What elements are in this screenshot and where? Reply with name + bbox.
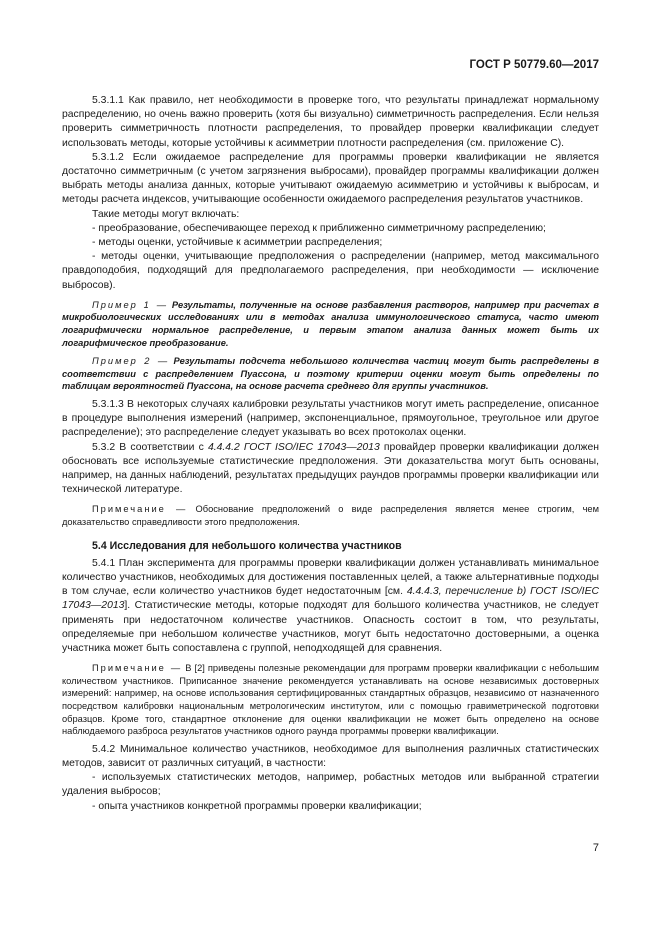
paragraph-5-4-1	[62, 557, 599, 656]
example-2	[62, 355, 599, 393]
text-span: ]. Статистические методы, которые подходят для большого количества участников, не следует применять при недостаточном количестве участников. Опасность состоит в том, что результаты, определяемые при небольшом количестве участников, могут быть недостаточно достоверными, а оценка участника может быть сопоставлена с группой, неподходящей для сравнения.	[62, 600, 599, 655]
paragraph-5-3-1-2: 5.3.1.2 Если ожидаемое распределение для программы проверки квалификации не является достаточно симметричным (с учетом загрязнения выбросами), провайдер программы квалификации должен выбрать методы анализа данных, которые учитывают ожидаемую асимметрию и устойчивы к выбросам, и методы расчета индексов, учитывающие особенности ожидаемого распределения результатов участников.	[62, 151, 599, 206]
example-2-text: Результаты подсчета небольшого количества частиц могут быть распределены в соответствии с распределением Пуассона, и поэтому критерии оценки могут быть определены по таблицам вероятностей Пуассона, на основе расчета среднего для группы участников.	[62, 356, 599, 392]
paragraph-5-3-2	[62, 441, 599, 498]
standard-reference: 4.4.4.2 ГОСТ ISO/IEC 17043—2013	[207, 441, 380, 453]
paragraph-methods-intro: Такие методы могут включать:	[92, 208, 240, 220]
standard-reference: 4.4.4.3, перечисление b) ГОСТ ISO/IEC 17043—2013	[62, 586, 600, 612]
list-item: - опыта участников конкретной программы проверки квалификации;	[92, 800, 422, 812]
paragraph-5-3-1-1: 5.3.1.1 Как правило, нет необходимости в проверке того, что результаты принадлежат нормальному распределению, но очень важно проверить (хотя бы визуально) симметричность распределения. Если нельзя проверить симметричность плотности распределения, то провайдер проверки квалификации следует использовать методы, которые устойчивы к асимметрии плотности распределения (см. приложение С).	[62, 95, 599, 149]
example-1	[62, 299, 599, 349]
example-2-label: Пример 2 —	[92, 356, 170, 367]
text-span: 5.3.2 В соответствии с	[92, 441, 208, 453]
text-span: провайдер проверки квалификации должен обосновать все используемые статистические предположения. Эти доказательства могут быть основаны, например, на данных наблюдений, результатах предыдущих раундов программы проверки квалификации или технической литературе.	[62, 441, 599, 496]
note-1-text: Обоснование предположений о виде распределения является менее строгим, чем доказательство справедливости этого предположения.	[62, 504, 599, 528]
note-2	[62, 662, 599, 738]
section-title: 5.4 Исследования для небольшого количества участников	[92, 539, 402, 552]
page-content	[62, 94, 599, 814]
list-item: - используемых статистических методов, например, робастных методов или выбранной стратегии удаления выбросов;	[62, 772, 599, 798]
paragraph-5-4-2: 5.4.2 Минимальное количество участников, необходимое для выполнения различных статистических методов, зависит от различных ситуаций, в частности:	[62, 743, 599, 769]
text-span: 5.4.1 План эксперимента для программы проверки квалификации должен устанавливать минимальное количество участников, необходимых для достижения поставленных целей, а также альтернативные подходы в том случае, если количество участников будет недостаточным [см.	[62, 557, 599, 598]
document-header: ГОСТ Р 50779.60—2017	[469, 59, 599, 71]
example-1-label: Пример 1 —	[92, 299, 168, 310]
note-1-label: Примечание —	[92, 504, 188, 515]
note-2-text: В [2] приведены полезные рекомендации для программ проверки квалификации с небольшим количеством участников. Приписанное значение рекомендуется устанавливать на основе независимых достоверных измерений: например, на основе использования сертифицированных стандартных образцов, независимо от назначенного посредством калибровки национальным метрологическим институтом, или с помощью гравиметрической подготовки образцов. Кроме того, стандартное отклонение для оценки квалификации не может быть определено на основе наблюдаемого разброса результатов участников одного раунда программы проверки квалификации.	[62, 663, 599, 737]
list-item: - преобразование, обеспечивающее переход к приближенно симметричному распределению;	[92, 222, 546, 234]
page-number: 7	[592, 842, 599, 854]
list-item: - методы оценки, устойчивые к асимметрии распределения;	[92, 237, 383, 249]
list-item: - методы оценки, учитывающие предположения о распределении (например, метод максимального правдоподобия, подходящий для предполагаемого распределения, при необходимости — исключение выбросов).	[62, 251, 599, 291]
example-1-text: Результаты, полученные на основе разбавления растворов, например при расчетах в микробиологических исследованиях или в методах анализа иммунологического статуса, часто имеют логарифмически нормальное распределение, и первым этапом анализа данных может быть их логарифмическое преобразование.	[62, 299, 599, 348]
note-1	[62, 503, 599, 528]
paragraph-5-3-1-3: 5.3.1.3 В некоторых случаях калибровки результаты участников могут иметь распределение, описанное в процедуре выполнения измерений (например, экспоненциальное, прямоугольное, треугольное или другое распределение); это распределение следует указывать во всех протоколах оценки.	[62, 399, 599, 439]
note-2-label: Примечание —	[92, 663, 183, 674]
